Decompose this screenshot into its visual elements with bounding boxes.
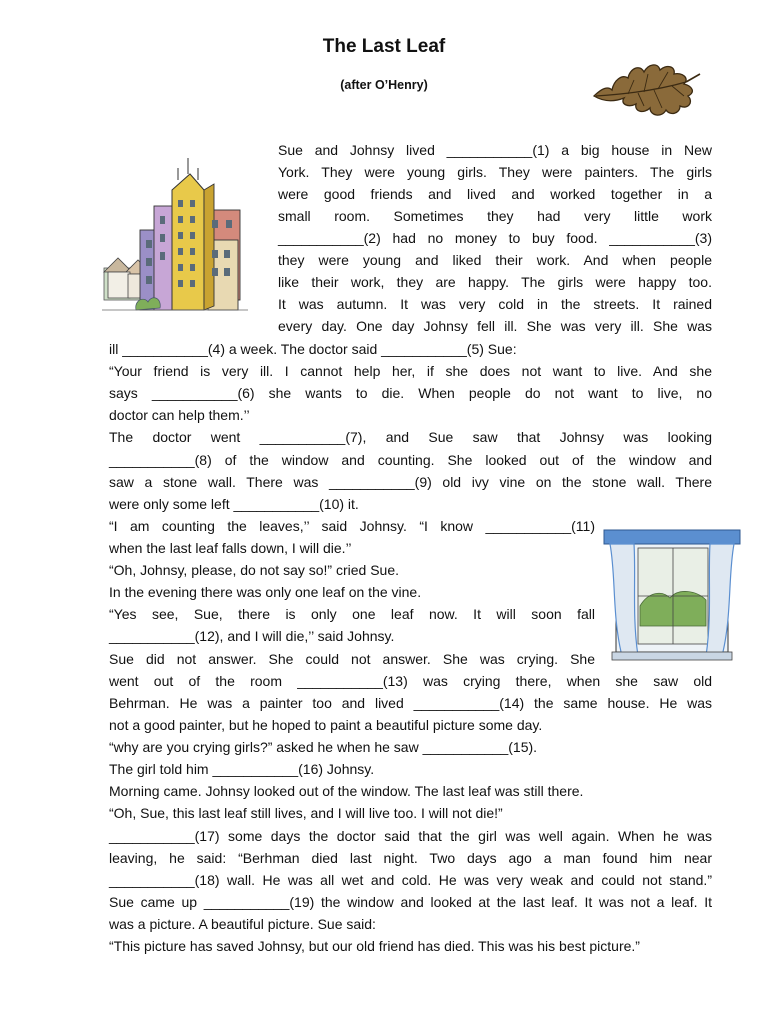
- text-line: ___________(8) of the window and counting. She looked out of the window and: [109, 452, 712, 468]
- text-line: “why are you crying girls?” asked he when he saw ___________(15).: [109, 739, 538, 755]
- page-title: The Last Leaf: [322, 36, 446, 57]
- text-line: Sue and Johnsy lived ___________(1) a big house in New: [278, 142, 712, 158]
- text-line: ill ___________(4) a week. The doctor said ___________(5) Sue:: [109, 341, 517, 357]
- text-line: like their work, they are happy. The girls were happy too.: [278, 274, 712, 290]
- text-line: Sue did not answer. She could not answer. She was crying. She: [109, 651, 595, 667]
- text-line: saw a stone wall. There was ___________(9) old ivy vine on the stone wall. There: [109, 474, 712, 490]
- page-subtitle: (after O’Henry): [340, 78, 428, 92]
- text-line: not a good painter, but he hoped to paint a beautiful picture some day.: [109, 717, 543, 733]
- text-line: The doctor went ___________(7), and Sue saw that Johnsy was looking: [109, 429, 712, 445]
- window-curtain-icon: [602, 526, 742, 668]
- oak-leaf-icon: [588, 52, 704, 122]
- text-line: they were young and liked their work. And when people: [278, 252, 712, 268]
- text-line: It was autumn. It was very cold in the streets. It rained: [278, 296, 712, 312]
- text-line: The girl told him ___________(16) Johnsy.: [109, 761, 375, 777]
- text-line: leaving, he said: “Berhman died last night. Two days ago a man found him near: [109, 850, 712, 866]
- text-line: ___________(18) wall. He was all wet and cold. He was very weak and could not stand.”: [109, 872, 712, 888]
- text-line: ___________(17) some days the doctor said that the girl was well again. When he was: [109, 828, 712, 844]
- text-line: In the evening there was only one leaf on the vine.: [109, 584, 422, 600]
- text-line: were only some left ___________(10) it.: [109, 496, 359, 512]
- text-line: says ___________(6) she wants to die. When people do not want to live, no: [109, 385, 712, 401]
- text-line: Morning came. Johnsy looked out of the window. The last leaf was still there.: [109, 783, 584, 799]
- text-line: ___________(2) had no money to buy food. ___________(3): [278, 230, 712, 246]
- text-line: York. They were young girls. They were painters. The girls: [278, 164, 712, 180]
- text-line: small room. Sometimes they had very little work: [278, 208, 712, 224]
- text-line: was a picture. A beautiful picture. Sue said:: [109, 916, 376, 932]
- text-line: when the last leaf falls down, I will die.’’: [109, 540, 352, 556]
- text-line: “Yes see, Sue, there is only one leaf now. It will soon fall: [109, 606, 595, 622]
- text-line: “Oh, Johnsy, please, do not say so!” cried Sue.: [109, 562, 400, 578]
- text-line: “Oh, Sue, this last leaf still lives, and I will live too. I will not die!”: [109, 805, 503, 821]
- text-line: went out of the room ___________(13) was crying there, when she saw old: [109, 673, 712, 689]
- text-line: Behrman. He was a painter too and lived ___________(14) the same house. He was: [109, 695, 712, 711]
- text-line: doctor can help them.’’: [109, 407, 250, 423]
- city-buildings-icon: [100, 150, 250, 320]
- text-line: ___________(12), and I will die,’’ said Johnsy.: [109, 628, 395, 644]
- text-line: “I am counting the leaves,’’ said Johnsy. “I know ___________(11): [109, 518, 595, 534]
- text-line: were good friends and lived and worked together in a: [278, 186, 712, 202]
- text-line: “This picture has saved Johnsy, but our old friend has died. This was his best picture.”: [109, 938, 640, 954]
- text-line: “Your friend is very ill. I cannot help her, if she does not want to live. And she: [109, 363, 712, 379]
- text-line: Sue came up ___________(19) the window and looked at the last leaf. It was not a leaf. It: [109, 894, 712, 910]
- text-line: every day. One day Johnsy fell ill. She was very ill. She was: [278, 318, 712, 334]
